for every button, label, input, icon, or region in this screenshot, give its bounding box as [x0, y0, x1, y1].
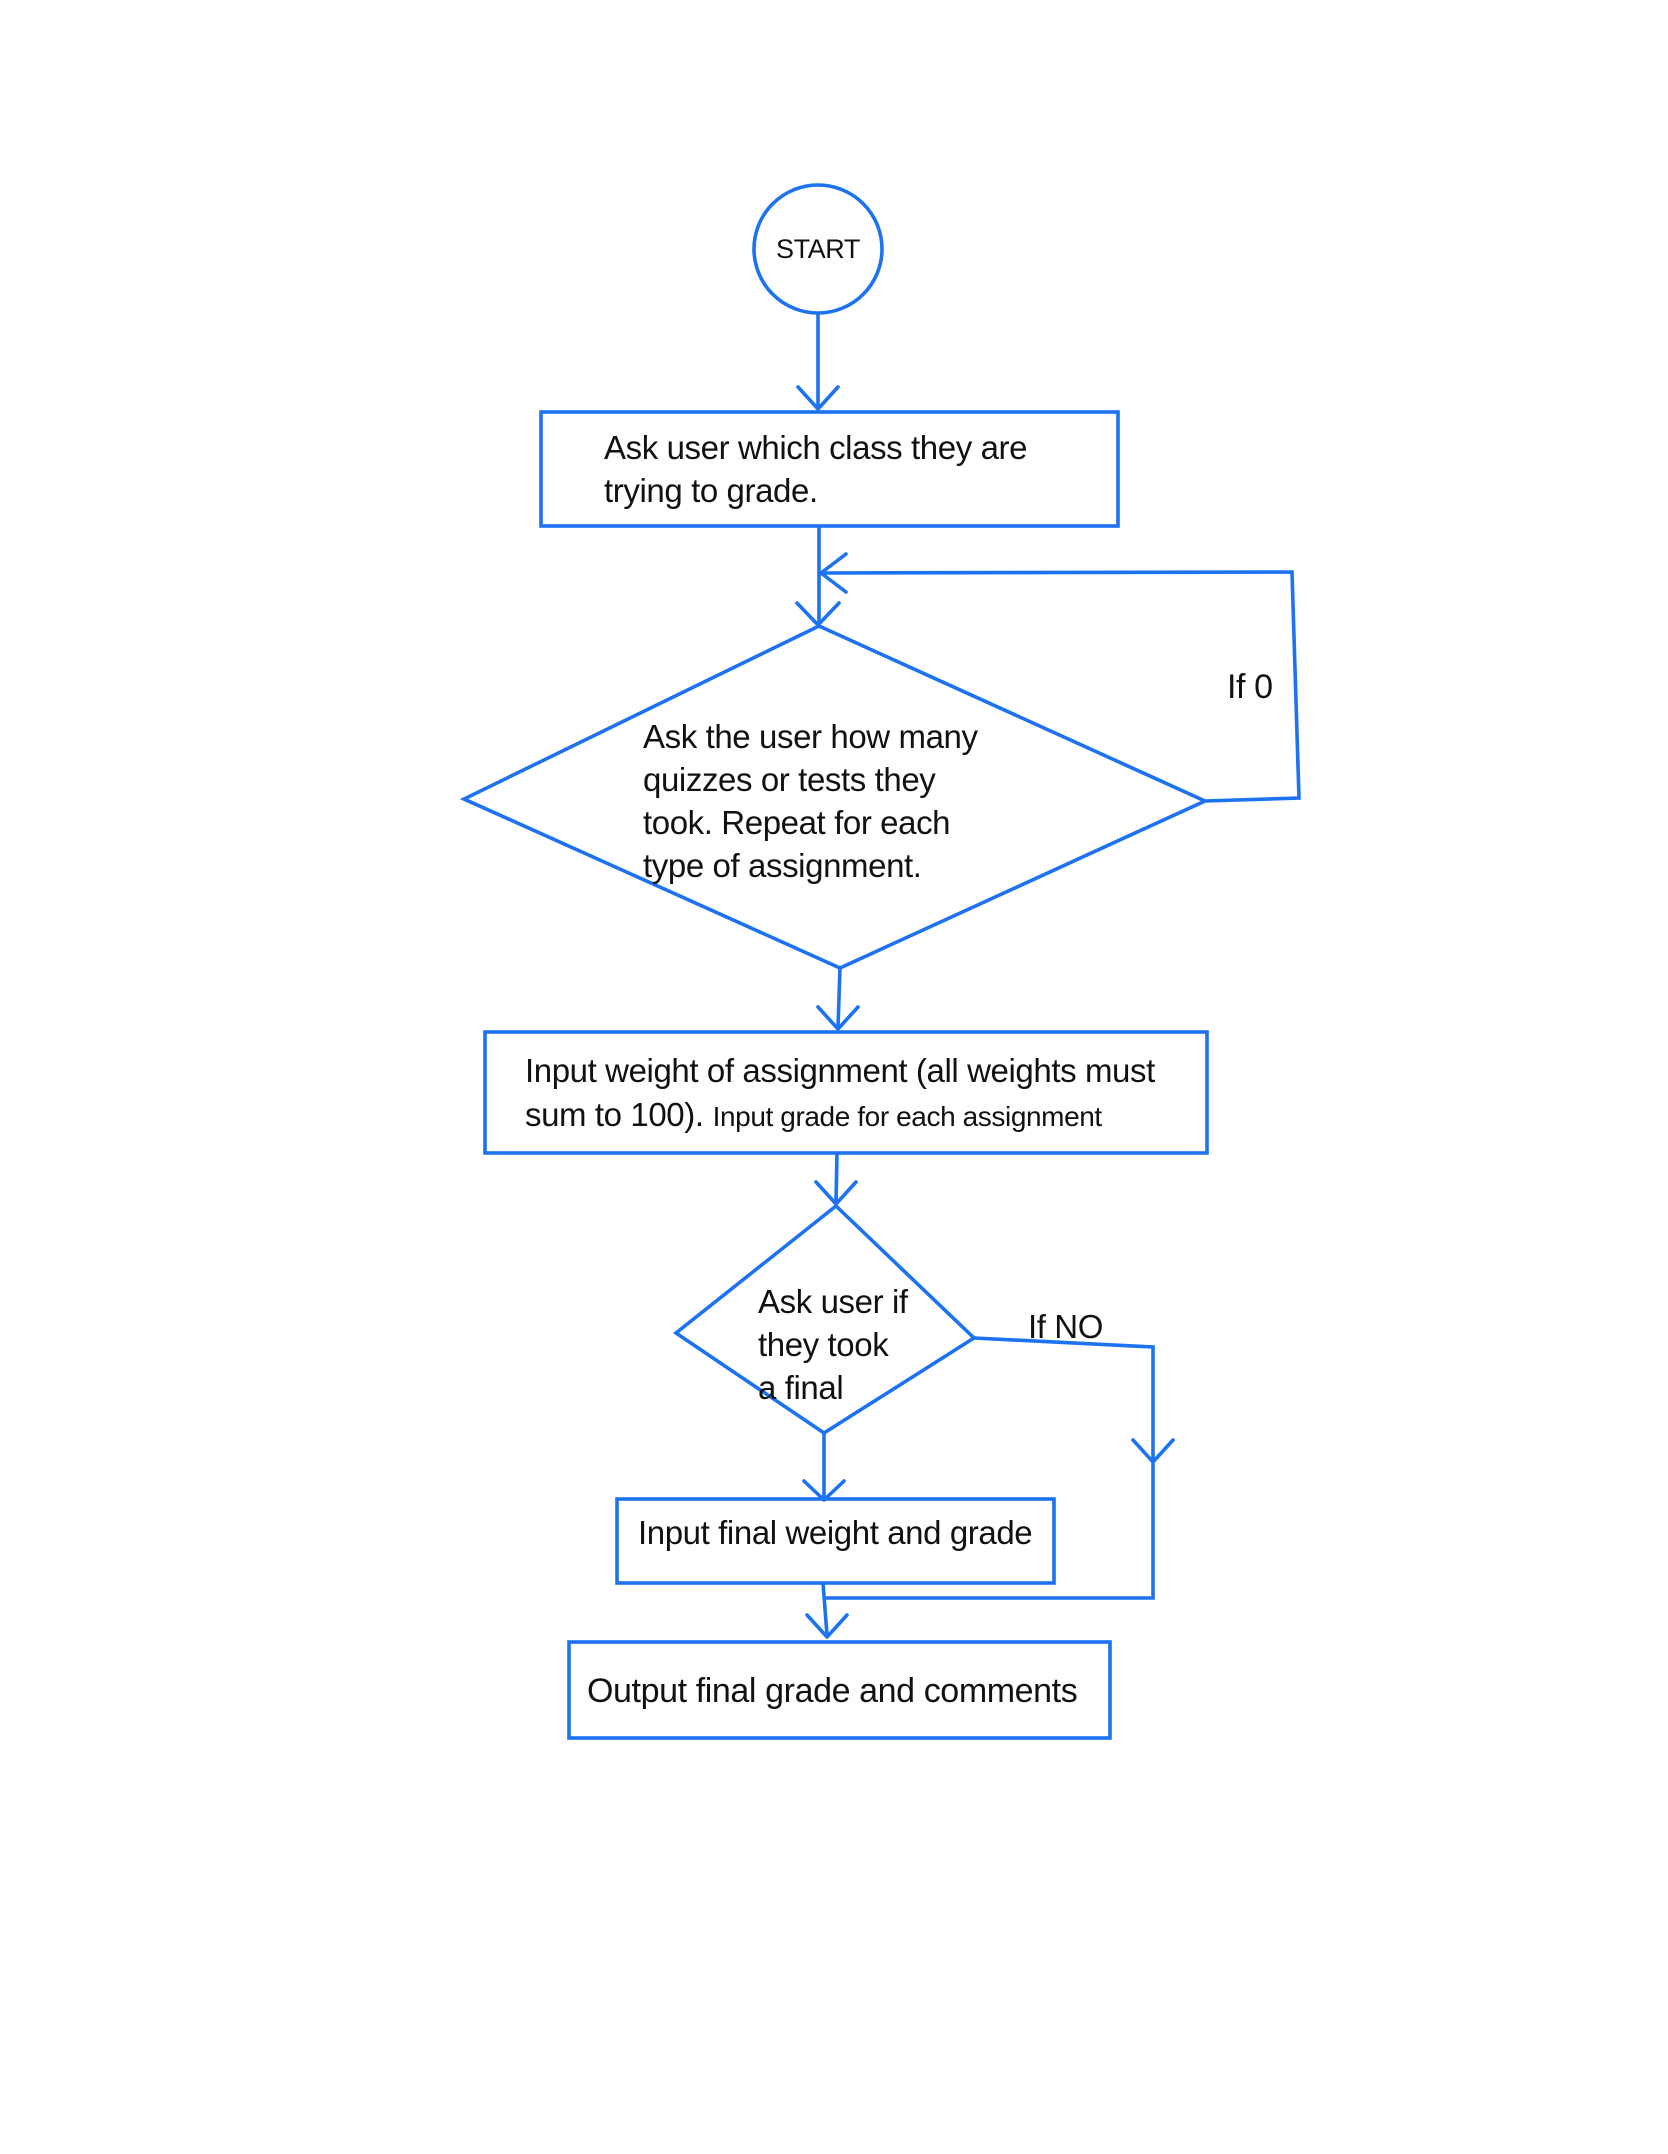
- ask-final-line-3: a final: [758, 1369, 844, 1406]
- ask-class-node-label: [604, 426, 1027, 512]
- edge-input-final-to-output: [823, 1583, 827, 1635]
- input-weight-line-1: Input weight of assignment (all weights must: [525, 1052, 1155, 1089]
- ask-final-line-1: Ask user if: [758, 1283, 908, 1320]
- if-no-edge-label: If NO: [1028, 1308, 1104, 1345]
- ask-class-line-1: Ask user which class they are: [604, 429, 1028, 466]
- input-weight-line-2-start: sum to 100).: [525, 1096, 704, 1133]
- input-weight-line-2: [525, 1093, 1155, 1139]
- ask-quizzes-line-3: took. Repeat for each: [643, 804, 951, 841]
- output-node-label: Output final grade and comments: [587, 1672, 1078, 1710]
- start-node-label: START: [775, 234, 860, 264]
- ask-class-line-2: trying to grade.: [604, 472, 818, 509]
- ask-quizzes-line-2: quizzes or tests they: [643, 761, 936, 798]
- ask-quizzes-line-4: type of assignment.: [643, 847, 922, 884]
- ask-final-line-2: they took: [758, 1326, 889, 1363]
- edge-input-weight-to-ask-final: [836, 1153, 837, 1202]
- if-zero-edge-label: If 0: [1227, 668, 1273, 706]
- ask-quizzes-line-1: Ask the user how many: [643, 718, 978, 755]
- ask-quizzes-decision-label: [643, 715, 978, 887]
- input-final-node-label: Input final weight and grade: [638, 1514, 1033, 1551]
- input-weight-node-label: [525, 1049, 1155, 1139]
- edge-ask-quizzes-to-input-weight: [838, 968, 840, 1027]
- input-weight-line-2-end: Input grade for each assignment: [712, 1101, 1102, 1132]
- ask-final-decision-label: [758, 1280, 908, 1409]
